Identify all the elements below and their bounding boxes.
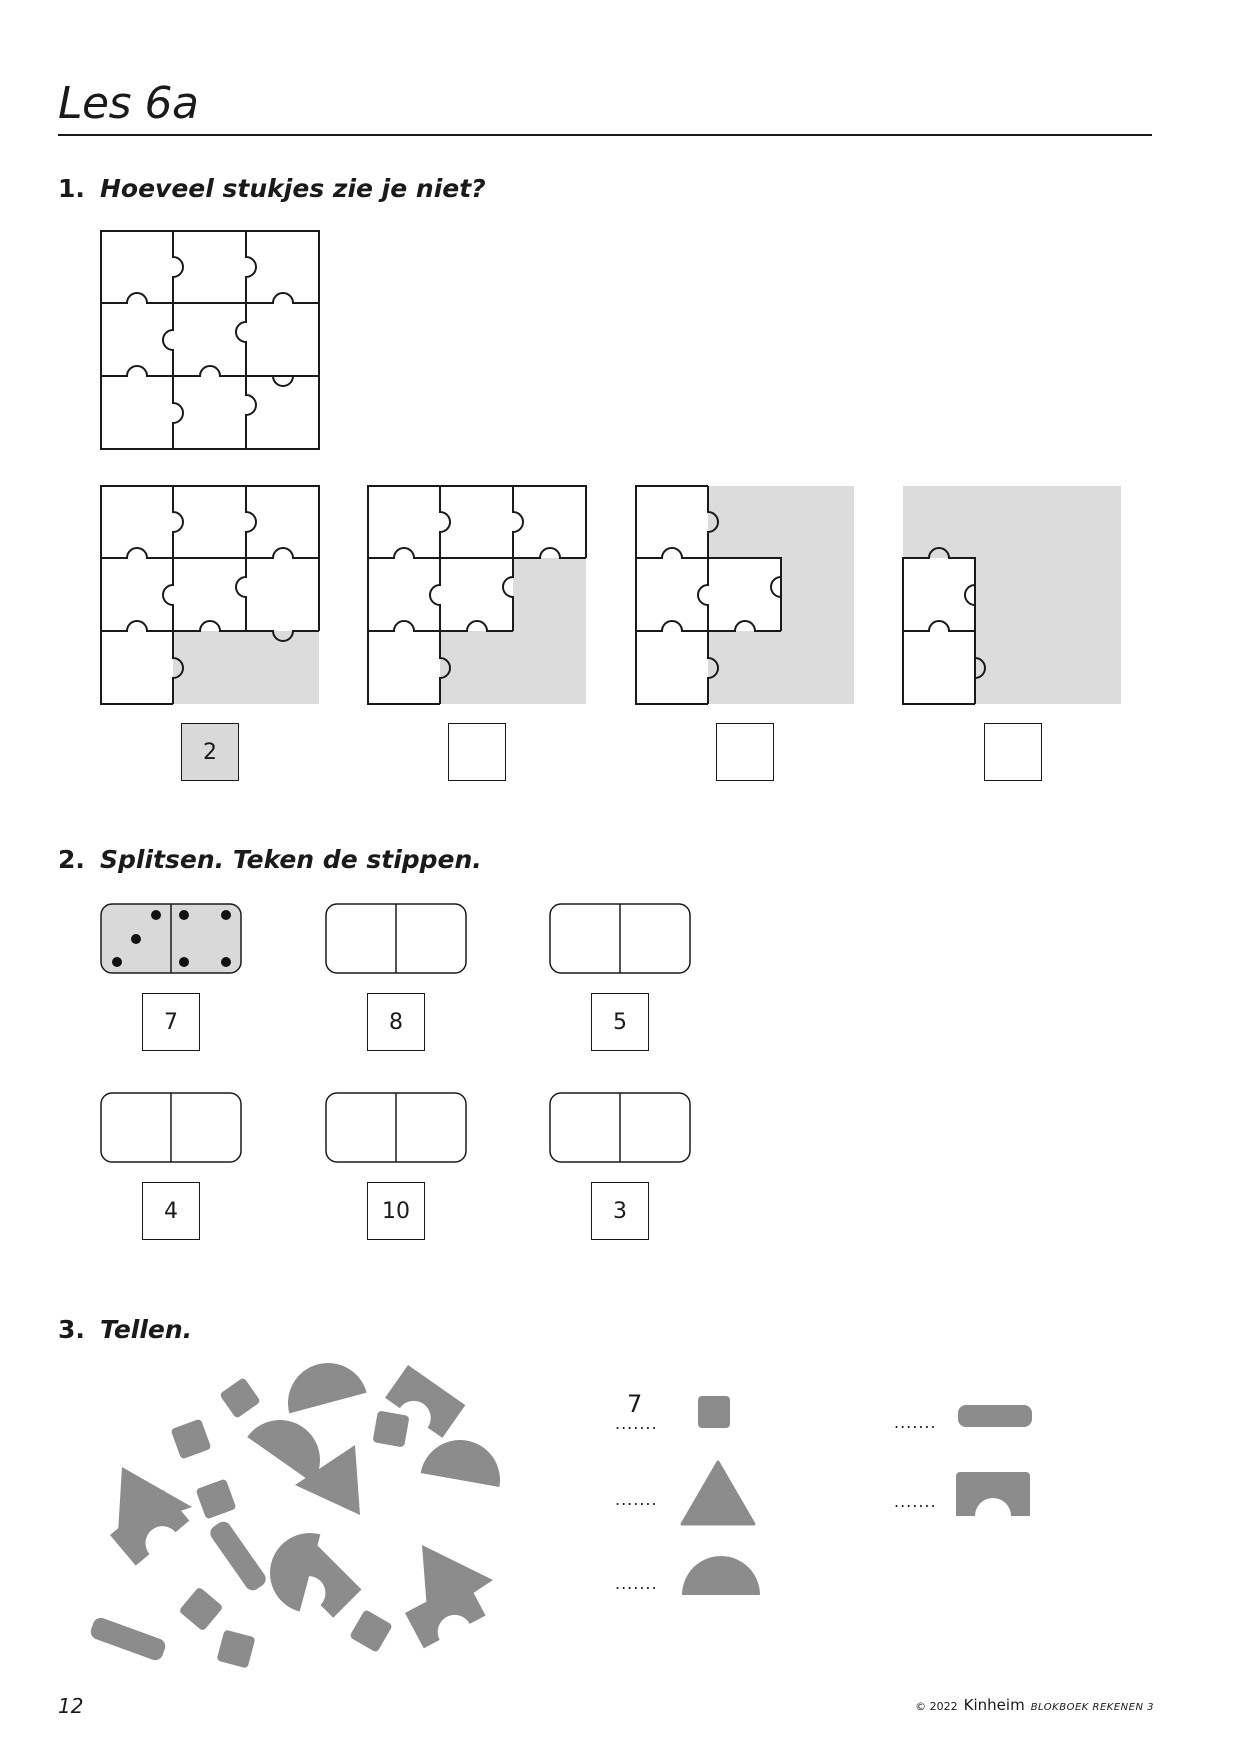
tally-dots: ....... [615, 1490, 658, 1509]
domino-total-3: 5 [591, 993, 649, 1051]
puzzle-4 [902, 485, 1124, 707]
puzzle-3 [635, 485, 857, 707]
tally-value-square[interactable]: 7 [627, 1390, 643, 1418]
puzzle-1 [100, 485, 322, 707]
question-1-number: 1. [58, 174, 85, 203]
question-3-heading [58, 1315, 192, 1344]
domino-total-6: 3 [591, 1182, 649, 1240]
cluster-half-circle [279, 1355, 367, 1413]
question-2-heading [58, 845, 482, 874]
tally-half-circle [615, 1550, 775, 1600]
footer [915, 1696, 1154, 1714]
shapes-cluster [90, 1355, 530, 1675]
cluster-square [216, 1629, 255, 1668]
tally-triangle [615, 1460, 775, 1530]
question-3-number: 3. [58, 1315, 85, 1344]
cluster-square [170, 1418, 211, 1459]
cluster-square [372, 1410, 409, 1447]
cluster-square [349, 1609, 393, 1653]
title-rule [58, 134, 1152, 136]
tally-bar [894, 1395, 1054, 1435]
page-number: 12 [58, 1694, 84, 1718]
domino-total-5: 10 [367, 1182, 425, 1240]
puzzle-2 [367, 485, 589, 707]
copyright: © 2022 [915, 1700, 958, 1713]
arch-shape-icon [956, 1472, 1030, 1516]
domino-6[interactable] [549, 1092, 692, 1164]
question-2-number: 2. [58, 845, 85, 874]
half-circle-shape-icon [681, 1554, 761, 1596]
square-shape-icon [698, 1396, 730, 1428]
domino-2[interactable] [325, 903, 468, 975]
domino-total-1: 7 [142, 993, 200, 1051]
example-puzzle [100, 230, 322, 452]
question-2-text: Splitsen. Teken de stippen. [100, 845, 482, 874]
question-1-text: Hoeveel stukjes zie je niet? [100, 174, 486, 203]
answer-box-1[interactable]: 2 [181, 723, 239, 781]
tally-dots: ....... [894, 1492, 937, 1511]
domino-3[interactable] [549, 903, 692, 975]
publisher-brand: Kinheim [963, 1696, 1025, 1714]
tally-square [615, 1390, 775, 1440]
tally-dots: ....... [894, 1413, 937, 1432]
question-1-heading [58, 174, 486, 203]
triangle-shape-icon [680, 1460, 756, 1526]
tally-dots: ....... [615, 1414, 658, 1433]
domino-4[interactable] [100, 1092, 243, 1164]
domino-total-2: 8 [367, 993, 425, 1051]
tally-dots: ....... [615, 1574, 658, 1593]
tally-arch [894, 1470, 1054, 1520]
cluster-bar [207, 1519, 269, 1594]
cluster-half-circle [421, 1434, 507, 1487]
answer-box-4[interactable] [984, 723, 1042, 781]
domino-1[interactable] [100, 903, 243, 975]
cluster-square [219, 1377, 261, 1419]
question-3-text: Tellen. [100, 1315, 193, 1344]
domino-5[interactable] [325, 1092, 468, 1164]
answer-box-2[interactable] [448, 723, 506, 781]
bar-shape-icon [958, 1405, 1032, 1427]
lesson-title: Les 6a [58, 78, 199, 129]
cluster-bar [90, 1616, 167, 1663]
cluster-square [178, 1586, 223, 1631]
answer-box-3[interactable] [716, 723, 774, 781]
cluster-square [195, 1478, 236, 1519]
series-title: BLOKBOEK REKENEN 3 [1030, 1702, 1154, 1713]
domino-total-4: 4 [142, 1182, 200, 1240]
